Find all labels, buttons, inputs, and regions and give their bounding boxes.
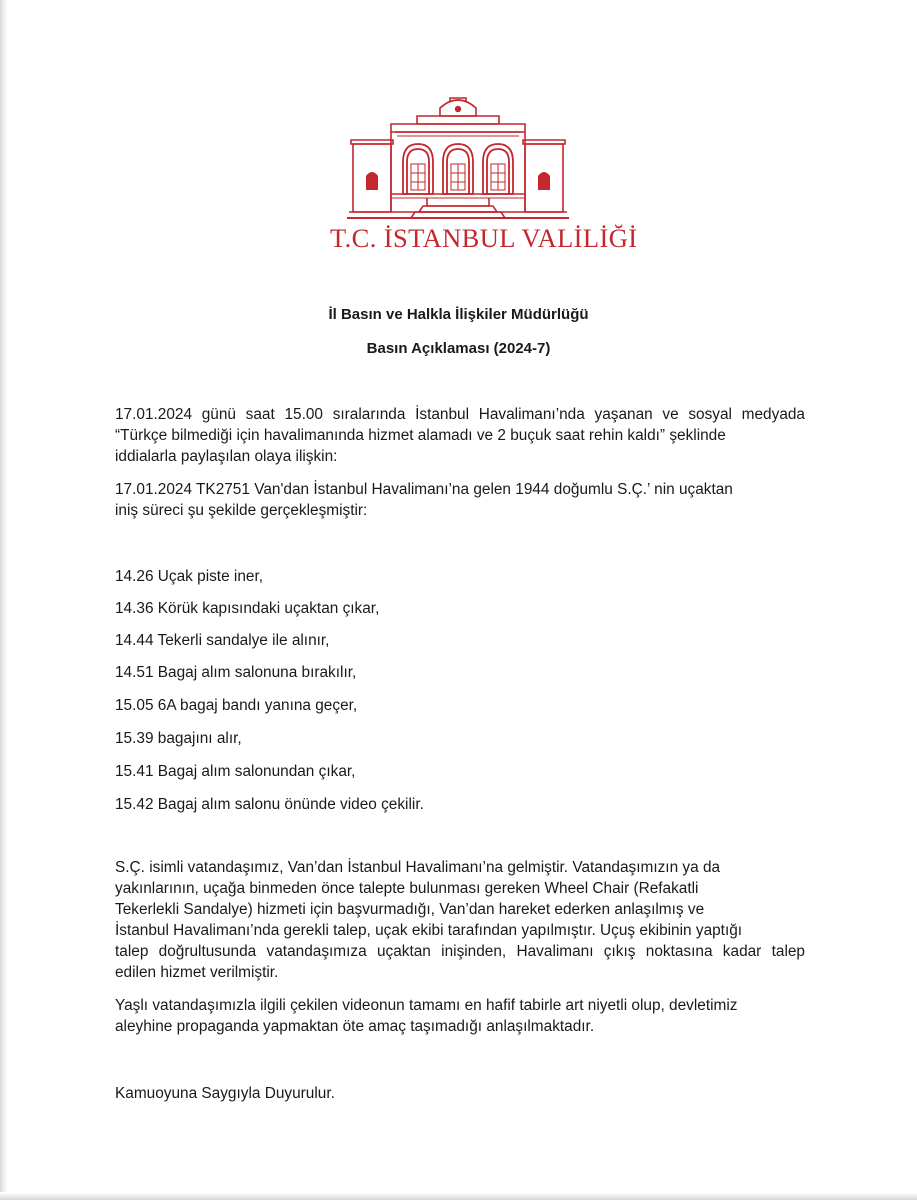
timeline-item: 14.36 Körük kapısındaki uçaktan çıkar, — [115, 600, 380, 617]
intro-line: “Türkçe bilmediği için havalimanında hizmet alamadı ve 2 buçuk saat rehin kaldı” şeklinde — [115, 427, 726, 444]
explanation-line: Tekerlekli Sandalye) hizmeti için başvurmadığı, Van’dan hareket ederken anlaşılmış ve — [115, 901, 705, 918]
explanation-line: yakınlarının, uçağa binmeden önce talepte bulunması gereken Wheel Chair (Refakatli — [115, 880, 699, 897]
explanation-line: S.Ç. isimli vatandaşımız, Van’dan İstanbul Havalimanı’na gelmiştir. Vatandaşımızın ya da — [115, 859, 721, 876]
conclusion-line: Yaşlı vatandaşımızla ilgili çekilen videonun tamamı en hafif tabirle art niyetli olup, devletimiz — [115, 997, 738, 1014]
timeline-item: 15.05 6A bagaj bandı yanına geçer, — [115, 697, 358, 714]
explanation-line: edilen hizmet verilmiştir. — [115, 964, 279, 981]
explanation-line: İstanbul Havalimanı’nda gerekli talep, uçak ekibi tarafından yapılmıştır. Uçuş ekibinin yaptığı — [115, 922, 743, 939]
timeline-item: 14.44 Tekerli sandalye ile alınır, — [115, 632, 330, 649]
timeline-item: 15.42 Bagaj alım salonu önünde video çekilir. — [115, 796, 424, 813]
timeline-item: 15.39 bagajını alır, — [115, 730, 242, 747]
timeline-item: 14.51 Bagaj alım salonuna bırakılır, — [115, 664, 357, 681]
istanbul-governorship-building-icon — [347, 94, 569, 222]
explanation-line: talep doğrultusunda vatandaşımıza uçaktan inişinden, Havalimanı çıkış noktasına kadar talep — [115, 943, 805, 960]
intro-line: 17.01.2024 günü saat 15.00 sıralarında İstanbul Havalimanı’nda yaşanan ve sosyal medyada — [115, 406, 805, 423]
intro-line: iddialarla paylaşılan olaya ilişkin: — [115, 448, 338, 465]
statement-title: Basın Açıklaması (2024-7) — [366, 340, 551, 357]
page-edge-shadow-left — [0, 0, 8, 1200]
flight-line: 17.01.2024 TK2751 Van'dan İstanbul Havalimanı’na gelen 1944 doğumlu S.Ç.’ nin uçaktan — [115, 481, 733, 498]
timeline-item: 15.41 Bagaj alım salonundan çıkar, — [115, 763, 356, 780]
closing-line: Kamuoyuna Saygıyla Duyurulur. — [115, 1085, 335, 1102]
page-edge-shadow-bottom — [0, 1192, 917, 1200]
conclusion-line: aleyhine propaganda yapmaktan öte amaç taşımadığı anlaşılmaktadır. — [115, 1018, 595, 1035]
department-title: İl Basın ve Halkla İlişkiler Müdürlüğü — [328, 306, 589, 323]
timeline-item: 14.26 Uçak piste iner, — [115, 568, 264, 585]
flight-line: iniş süreci şu şekilde gerçekleşmiştir: — [115, 502, 368, 519]
logo-text: T.C. İSTANBUL VALİLİĞİ — [330, 223, 638, 253]
